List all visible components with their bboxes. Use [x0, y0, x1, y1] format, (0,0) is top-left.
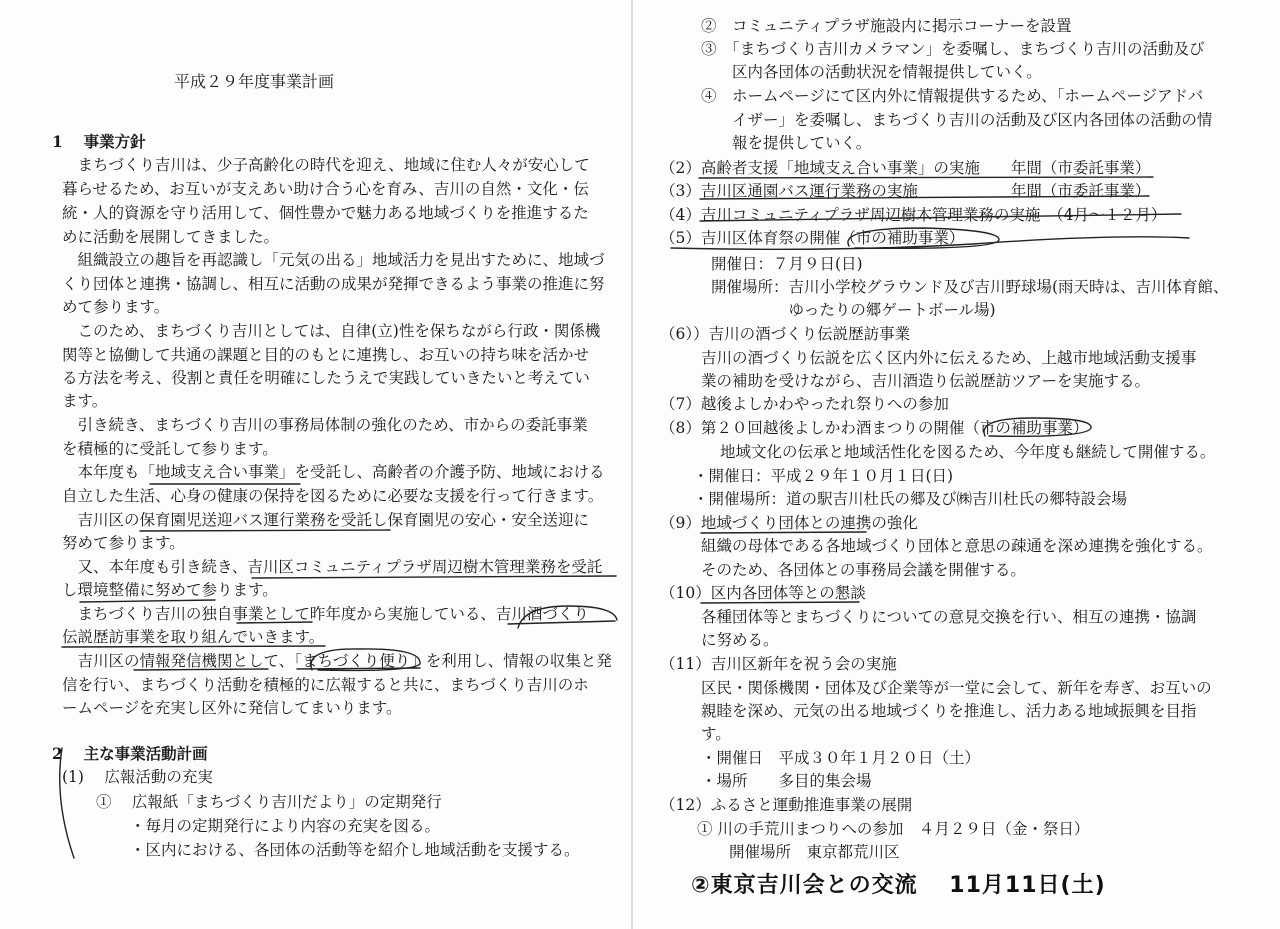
item11-detail: 親睦を深め、元気の出る地域づくりを推進し、活力ある地域振興を目指 [701, 702, 1197, 720]
item6-detail: 吉川の酒づくり伝説を広く区内外に伝えるため、上越市地域活動支援事 [701, 349, 1197, 367]
section1-line: し環境整備に努めて参ります。 [62, 581, 278, 599]
item9-detail: 組織の母体である各地域づくり団体と意思の疎通を深め連携を強化する。 [701, 537, 1213, 555]
section1-line: まちづくり吉川の独自事業として昨年度から実施している、吉川酒づくり [62, 605, 589, 623]
section1-line: めて参ります。 [62, 298, 170, 316]
continued-item: ④ ホームページにて区内外に情報提供するため、「ホームページアドバ [701, 87, 1204, 105]
section1-line: めに活動を展開してきました。 [62, 228, 280, 246]
section1-line: 又、本年度も引き続き、吉川区コミュニティプラザ周辺樹木管理業務を受託 [62, 558, 603, 576]
section1-line: まちづくり吉川は、少子高齢化の時代を迎え、地域に住む人々が安心して [62, 156, 590, 174]
section1-line: 組織設立の趣旨を再認識し「元気の出る」地域活力を見出すために、地域づ [62, 251, 605, 269]
section1-line: ームページを充実し区外に発信してまいります。 [62, 699, 402, 717]
section1-line: 引き続き、まちづくり吉川の事務局体制の強化のため、市からの委託事業 [62, 416, 588, 434]
section1-line: このため、まちづくり吉川としては、自律(立)性を保ちながら行政・関係機 [62, 322, 601, 340]
section1-line: を積極的に受託して参ります。 [62, 440, 278, 458]
item11-detail: 区民・関係機関・団体及び企業等が一堂に会して、新年を寿ぎ、お互いの [701, 679, 1212, 697]
item9-detail: そのため、各団体との事務局会議を開催する。 [701, 561, 1026, 579]
underline-mark [140, 530, 390, 531]
section1-line: 自立した生活、心身の健康の保持を図るために必要な支援を行って行きます。 [62, 487, 604, 505]
item12-heading: （12）ふるさと運動推進事業の展開 [660, 796, 913, 814]
section1-line: 吉川区の保育園児送迎バス運行業務を受託し保育園児の安心・安全送迎に [62, 511, 590, 529]
item10-detail: 各種団体等とまちづくりについての意見交換を行い、相互の連携・協調 [701, 608, 1197, 626]
section1-heading: 1 事業方針 [52, 132, 146, 151]
continued-item: ③ 「まちづくり吉川カメラマン」を委嘱し、まちづくり吉川の活動及び [701, 40, 1205, 58]
item12-sub1-detail: 開催場所 東京都荒川区 [729, 843, 900, 861]
section1-line: ます。 [62, 392, 108, 410]
section1-line: 努めて参ります。 [62, 534, 185, 552]
section1-line: 統・人的資源を守り活用して、個性豊かで魅力ある地域づくりを推進するた [62, 204, 589, 222]
item3-heading: （3）吉川区通園バス運行業務の実施 年間（市委託事業） [660, 182, 1151, 200]
section1-line: 伝説歴訪事業を取り組んでいきます。 [62, 628, 325, 646]
left-page [0, 0, 631, 929]
item6-heading: （6））吉川の酒づくり伝説歴訪事業 [660, 325, 911, 343]
continued-item: 区内各団体の活動状況を情報提供していく。 [701, 63, 1042, 81]
section1-line: 信を行い、まちづくり活動を積極的に広報すると共に、まちづくり吉川のホ [62, 676, 589, 694]
continued-item: ② コミュニティプラザ施設内に掲示コーナーを設置 [701, 17, 1072, 35]
item12-sub1: ① 川の手荒川まつりへの参加 ４月２９日（金・祭日） [697, 820, 1090, 838]
margin-bracket-mark [60, 748, 74, 858]
item1-heading: (1) 広報活動の充実 [62, 768, 213, 786]
item10-heading: （10）区内各団体等との懇談 [660, 584, 866, 602]
item1-bullet: ・区内における、各団体の活動等を紹介し地域活動を支援する。 [130, 841, 580, 859]
section1-line: 関等と協働して共通の課題と目的のもとに連携し、お互いの持ち味を活かせ [62, 346, 590, 364]
page-title: 平成２９年度事業計画 [174, 72, 335, 91]
item11-heading: （11）吉川区新年を祝う会の実施 [660, 655, 897, 673]
section1-line: る方法を考え、役割と責任を明確にしたうえで実践していきたいと考えてい [62, 369, 590, 387]
continued-item: 報を提供していく。 [701, 134, 872, 152]
item8-detail: 地域文化の伝承と地域活性化を図るため、今年度も継続して開催する。 [689, 443, 1216, 461]
section1-line: 本年度も「地域支え合い事業」を受託し、高齢者の介護予防、地域における [62, 463, 605, 481]
section1-line: 暮らせるため、お互いが支えあい助け合う心を育み、吉川の自然・文化・伝 [62, 180, 589, 198]
section2-heading: 2 主な事業活動計画 [52, 744, 208, 763]
item5-detail: 開催場所：吉川小学校グラウンド及び吉川野球場(雨天時は、吉川体育館、 [711, 278, 1229, 296]
item2-heading: （2）高齢者支援「地域支え合い事業」の実施 年間（市委託事業） [660, 159, 1151, 177]
item10-detail: に努める。 [701, 631, 779, 649]
item11-bullet: ・場所 多目的集会場 [701, 772, 872, 790]
continued-item: イザー」を委嘱し、まちづくり吉川の活動及び区内各団体の活動の情 [701, 111, 1213, 129]
item5-detail: ゆったりの郷ゲートボール場) [711, 301, 996, 319]
right-page [633, 0, 1280, 929]
handwritten-note: ②東京吉川会との交流 11月11日(土) [691, 873, 1106, 898]
item9-heading: （9）地域づくり団体との連携の強化 [660, 514, 918, 532]
item6-detail: 業の補助を受けながら、吉川酒造り伝説歴訪ツアーを実施する。 [701, 372, 1151, 390]
section1-line: 吉川区の情報発信機関として、「まちづくり便り」を利用し、情報の収集と発 [62, 652, 612, 670]
item5-heading: （5）吉川区体育祭の開催（市の補助事業） [660, 229, 965, 247]
section1-line: くり団体と連携・協調し、相互に活動の成果が発揮できるよう事業の推進に努 [62, 275, 605, 293]
item5-detail: 開催日：７月９日(日) [711, 255, 863, 273]
item1-bullet: ・毎月の定期発行により内容の充実を図る。 [130, 817, 441, 835]
item8-detail: ・開催日：平成２９年１０月１日(日) [693, 467, 954, 485]
item11-detail: す。 [701, 725, 731, 743]
item7-heading: （7）越後よしかわやったれ祭りへの参加 [660, 395, 949, 413]
item4-heading: （4）吉川コミュニティプラザ周辺樹木管理業務の実施 （4月～１２月） [660, 206, 1167, 224]
item11-bullet: ・開催日 平成３０年１月２０日（土） [701, 749, 981, 767]
item1-sub1: ① 広報紙「まちづくり吉川だより」の定期発行 [96, 793, 442, 811]
item8-heading: （8）第２０回越後よしかわ酒まつりの開催（市の補助事業） [660, 419, 1089, 437]
underline-mark [80, 600, 215, 602]
item8-detail: ・開催場所：道の駅吉川杜氏の郷及び㈱吉川杜氏の郷特設会場 [693, 490, 1128, 508]
